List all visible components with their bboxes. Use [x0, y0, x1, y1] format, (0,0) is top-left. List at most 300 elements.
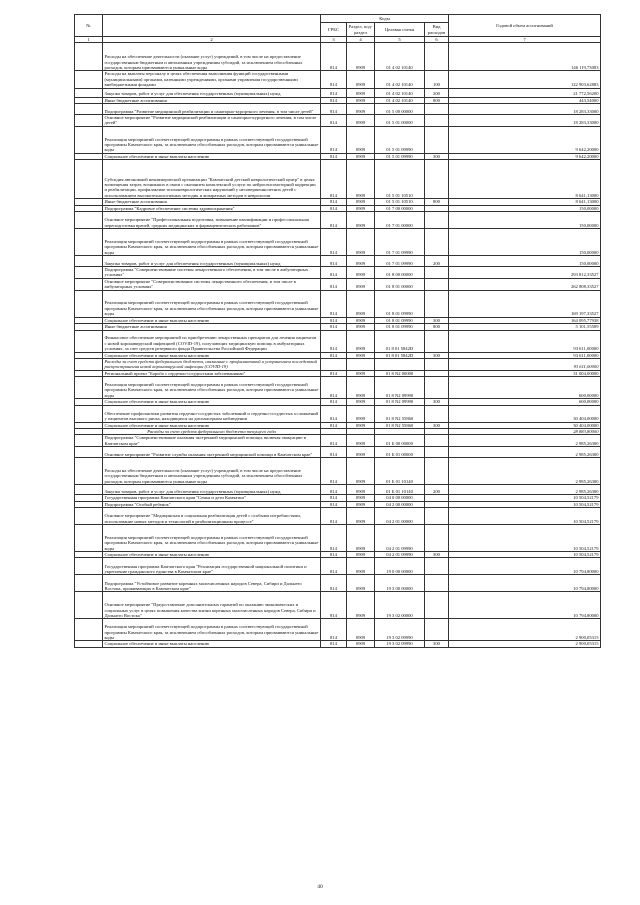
- table-body: [75, 43, 601, 647]
- cell-sum: 2 985,26300: [449, 435, 601, 447]
- cell-grbs: 814: [321, 256, 347, 267]
- budget-table-sheet: [74, 14, 600, 648]
- cell-grbs: 814: [321, 447, 347, 458]
- cell-grbs: [321, 358, 347, 370]
- cell-no: [75, 575, 103, 592]
- cell-name: Расходы на обеспечение деятельности (оказание услуг) учреждений, в том числе на предоставление государственным бюджетным и автономным учреждениям субсидий, за исключением обособленных расходов, которым присваиваются уникальные коды: [103, 458, 321, 485]
- cell-razdel: 0909: [347, 405, 375, 422]
- table-row: [75, 435, 601, 447]
- cell-grbs: 814: [321, 507, 347, 524]
- cell-no: [75, 267, 103, 279]
- cell-no: [75, 435, 103, 447]
- page-number: 40: [317, 884, 323, 890]
- cell-sum: 28 883,80000: [449, 428, 601, 434]
- cell-name: Реализация мероприятий соответствующей подпрограммы в рамках соответствующей государственной программы Камчатского края, за исключением обособленных расходов, которым присваиваются уникальные коды: [103, 290, 321, 317]
- cell-name: Социальное обеспечение и иные выплаты населению: [103, 641, 321, 647]
- cell-grbs: 814: [321, 558, 347, 575]
- cell-grbs: 814: [321, 495, 347, 501]
- cell-no: [75, 126, 103, 153]
- table-row: [75, 524, 601, 551]
- cell-grbs: 814: [321, 115, 347, 127]
- cell-vr: [425, 126, 449, 153]
- cell-sum: 8 641,13000: [449, 160, 601, 199]
- cell-no: [75, 212, 103, 229]
- cell-razdel: 0909: [347, 370, 375, 376]
- col-index: 3: [321, 37, 347, 43]
- cell-sum: 8 641,13000: [449, 199, 601, 205]
- cell-name: Реализация мероприятий соответствующей подпрограммы в рамках соответствующей государственной программы Камчатского края, за исключением обособленных расходов, которым присваиваются уникальные коды: [103, 619, 321, 641]
- table-row: [75, 619, 601, 641]
- cell-name: Основное мероприятие "Медицинская и социальная реабилитация детей с особыми потребностями, использование новых методов и технологий в реабилитационном процессе": [103, 507, 321, 524]
- cell-grbs: 814: [321, 422, 347, 428]
- cell-no: [75, 278, 103, 290]
- cell-razdel: 0909: [347, 229, 375, 256]
- cell-vr: 300: [425, 399, 449, 405]
- cell-csr: 01 7 01 00000: [375, 212, 425, 229]
- cell-no: [75, 592, 103, 619]
- cell-sum: 10 794,80000: [449, 558, 601, 575]
- cell-sum: 2 900,05315: [449, 619, 601, 641]
- cell-csr: 19 3 00 00000: [375, 575, 425, 592]
- cell-vr: [425, 229, 449, 256]
- cell-name: Закупка товаров, работ и услуг для обеспечения государственных (муниципальных) нужд: [103, 88, 321, 97]
- cell-csr: 19 3 02 00000: [375, 592, 425, 619]
- col-csr-header: Целевая статья: [375, 23, 425, 37]
- cell-csr: 04 2 01 09990: [375, 524, 425, 551]
- cell-grbs: 814: [321, 199, 347, 205]
- cell-sum: 9 642,20000: [449, 153, 601, 159]
- cell-no: [75, 71, 103, 88]
- cell-grbs: 814: [321, 592, 347, 619]
- cell-csr: 01 5 00 00000: [375, 104, 425, 115]
- cell-name: Субсидия автономной некоммерческой организации "Камчатский детский неврологический центр" в целях возмещения затрат, возникших в связи с оказанием комплексной услуги по нейросенсомоторной коррекции и реабилитации, профилактике психоневрологических нарушений у несовершеннолетних детей с использованием высокотехнологичных методик и аппаратных методов в неврологии: [103, 160, 321, 199]
- cell-grbs: 814: [321, 43, 347, 71]
- cell-razdel: [347, 358, 375, 370]
- cell-razdel: 0909: [347, 435, 375, 447]
- cell-razdel: 0909: [347, 267, 375, 279]
- cell-razdel: 0909: [347, 592, 375, 619]
- cell-csr: 01 8 01 09990: [375, 317, 425, 323]
- cell-csr: 01 4 02 10140: [375, 97, 425, 103]
- cell-name: Основное мероприятие "Предоставление дополнительных гарантий по оказанию экономических и социальных услуг в целях повышения качества жизни коренных малочисленных народов Севера, Сибири и Дальнего Востока": [103, 592, 321, 619]
- cell-csr: 04 0 00 00000: [375, 495, 425, 501]
- cell-name: Социальное обеспечение и иные выплаты населению: [103, 399, 321, 405]
- table-row: [75, 160, 601, 199]
- cell-name: Закупка товаров, работ и услуг для обеспечения государственных (муниципальных) нужд: [103, 256, 321, 267]
- cell-vr: [425, 278, 449, 290]
- cell-razdel: 0909: [347, 352, 375, 358]
- cell-sum: 93 611,00000: [449, 330, 601, 352]
- cell-name: Обеспечение профилактики развития сердечно-сосудистых заболеваний и сердечно-сосудистых осложнений у пациентов высокого риска, находящихся на диспансерном наблюдении: [103, 405, 321, 422]
- cell-vr: 300: [425, 641, 449, 647]
- cell-razdel: 0909: [347, 317, 375, 323]
- cell-name: Подпрограмма "Развитие медицинской реабилитации и санаторно-курортного лечения, в том числе детей": [103, 104, 321, 115]
- cell-csr: 01 Б 01 10140: [375, 485, 425, 495]
- cell-grbs: 814: [321, 153, 347, 159]
- cell-sum: 21 772,56200: [449, 88, 601, 97]
- cell-vr: [425, 104, 449, 115]
- col-index: 7: [449, 37, 601, 43]
- cell-no: [75, 160, 103, 199]
- cell-no: [75, 229, 103, 256]
- cell-no: [75, 485, 103, 495]
- cell-csr: 01 8 01 00000: [375, 278, 425, 290]
- cell-sum: 150,00000: [449, 205, 601, 211]
- cell-name: Подпрограмма "Особый ребенок": [103, 501, 321, 507]
- cell-vr: [425, 619, 449, 641]
- cell-razdel: 0909: [347, 399, 375, 405]
- cell-vr: [425, 524, 449, 551]
- cell-grbs: 814: [321, 524, 347, 551]
- cell-grbs: 814: [321, 126, 347, 153]
- table-row: [75, 377, 601, 399]
- cell-razdel: 0909: [347, 324, 375, 330]
- cell-csr: 19 3 02 09990: [375, 641, 425, 647]
- table-row: [75, 405, 601, 422]
- col-name-header: [103, 15, 321, 37]
- cell-csr: 01 7 01 09990: [375, 256, 425, 267]
- cell-grbs: 814: [321, 229, 347, 256]
- cell-grbs: 814: [321, 399, 347, 405]
- col-index: 2: [103, 37, 321, 43]
- cell-vr: [425, 507, 449, 524]
- cell-grbs: 814: [321, 212, 347, 229]
- cell-razdel: 0909: [347, 495, 375, 501]
- cell-sum: 10 504,52179: [449, 551, 601, 557]
- cell-csr: 01 8 01 5842D: [375, 330, 425, 352]
- cell-razdel: 0909: [347, 290, 375, 317]
- cell-sum: 600,00000: [449, 399, 601, 405]
- cell-grbs: 814: [321, 405, 347, 422]
- cell-sum: 5 101,55589: [449, 324, 601, 330]
- cell-csr: 01 8 01 09990: [375, 290, 425, 317]
- cell-razdel: 0909: [347, 524, 375, 551]
- cell-csr: 04 2 01 09990: [375, 551, 425, 557]
- cell-csr: 01 5 01 09990: [375, 153, 425, 159]
- cell-csr: 01 4 02 10140: [375, 43, 425, 71]
- table-row: [75, 126, 601, 153]
- table-row: [75, 115, 601, 127]
- cell-razdel: 0909: [347, 447, 375, 458]
- cell-sum: 443,54000: [449, 97, 601, 103]
- cell-razdel: 0909: [347, 575, 375, 592]
- table-row: [75, 358, 601, 370]
- cell-grbs: 814: [321, 324, 347, 330]
- table-row: [75, 458, 601, 485]
- cell-csr: 01 Б 01 00000: [375, 447, 425, 458]
- cell-grbs: 814: [321, 205, 347, 211]
- cell-no: [75, 330, 103, 352]
- cell-sum: 10 504,52179: [449, 501, 601, 507]
- cell-csr: 01 4 02 10140: [375, 71, 425, 88]
- cell-razdel: 0909: [347, 212, 375, 229]
- cell-sum: 150,00000: [449, 229, 601, 256]
- cell-csr: 01 7 00 00000: [375, 205, 425, 211]
- cell-name: Основное мероприятие "Развитие медицинской реабилитации и санаторно-курортного лечения, в том числе детей": [103, 115, 321, 127]
- cell-csr: 04 2 00 00000: [375, 501, 425, 507]
- cell-vr: 100: [425, 71, 449, 88]
- cell-razdel: 0909: [347, 501, 375, 507]
- col-index: 6: [425, 37, 449, 43]
- cell-sum: 150,00000: [449, 256, 601, 267]
- cell-grbs: 814: [321, 71, 347, 88]
- table-row: [75, 485, 601, 495]
- cell-grbs: 814: [321, 619, 347, 641]
- cell-grbs: 814: [321, 88, 347, 97]
- cell-grbs: 814: [321, 352, 347, 358]
- col-vr-header: Вид расходов: [425, 23, 449, 37]
- cell-no: [75, 447, 103, 458]
- cell-vr: 300: [425, 352, 449, 358]
- cell-name: Реализация мероприятий соответствующей подпрограммы в рамках соответствующей государственной программы Камчатского края, за исключением обособленных расходов, которым присваиваются уникальные коды: [103, 229, 321, 256]
- table-row: [75, 43, 601, 71]
- cell-no: [75, 458, 103, 485]
- cell-csr: 01 8 N2 00000: [375, 370, 425, 376]
- cell-sum: 2 985,26300: [449, 458, 601, 485]
- cell-vr: 300: [425, 422, 449, 428]
- cell-no: [75, 507, 103, 524]
- table-row: [75, 88, 601, 97]
- cell-no: [75, 641, 103, 647]
- cell-grbs: 814: [321, 267, 347, 279]
- cell-grbs: 814: [321, 458, 347, 485]
- cell-vr: [425, 290, 449, 317]
- cell-grbs: 814: [321, 317, 347, 323]
- cell-razdel: 0909: [347, 104, 375, 115]
- col-razdel-header: Раздел, под-раздел: [347, 23, 375, 37]
- cell-grbs: 814: [321, 104, 347, 115]
- cell-no: [75, 619, 103, 641]
- cell-vr: 200: [425, 256, 449, 267]
- cell-vr: 200: [425, 485, 449, 495]
- cell-csr: 01 8 01 09990: [375, 324, 425, 330]
- table-row: [75, 278, 601, 290]
- cell-no: [75, 358, 103, 370]
- cell-csr: 01 8 N2 55860: [375, 405, 425, 422]
- cell-name: Основное мероприятие "Развитие службы оказания экстренной медицинской помощи в Камчатском крае": [103, 447, 321, 458]
- cell-csr: 01 8 N2 09990: [375, 377, 425, 399]
- cell-name: Государственная программа Камчатского края "Реализация государственной национальной политики и укрепление гражданского единства в Камчатском крае": [103, 558, 321, 575]
- cell-razdel: 0909: [347, 126, 375, 153]
- cell-razdel: 0909: [347, 485, 375, 495]
- table-row: [75, 212, 601, 229]
- cell-csr: 04 2 01 00000: [375, 507, 425, 524]
- cell-vr: [425, 160, 449, 199]
- cell-no: [75, 256, 103, 267]
- cell-sum: 164 095,77938: [449, 317, 601, 323]
- table-row: [75, 267, 601, 279]
- cell-name: Социальное обеспечение и иные выплаты населению: [103, 153, 321, 159]
- cell-no: [75, 88, 103, 97]
- cell-vr: [425, 115, 449, 127]
- cell-sum: 150,00000: [449, 212, 601, 229]
- cell-razdel: 0909: [347, 88, 375, 97]
- cell-razdel: 0909: [347, 377, 375, 399]
- cell-vr: [425, 435, 449, 447]
- cell-sum: 600,00000: [449, 377, 601, 399]
- cell-sum: 169 197,33527: [449, 290, 601, 317]
- cell-csr: 01 Б 01 10140: [375, 458, 425, 485]
- cell-grbs: 814: [321, 97, 347, 103]
- cell-grbs: 814: [321, 370, 347, 376]
- cell-csr: 01 8 00 00000: [375, 267, 425, 279]
- cell-sum: 2 900,05315: [449, 641, 601, 647]
- cell-razdel: 0909: [347, 205, 375, 211]
- cell-vr: 800: [425, 324, 449, 330]
- budget-table: [74, 14, 601, 648]
- col-sum-header: Годовой объем ассигнований: [449, 15, 601, 37]
- table-row: [75, 447, 601, 458]
- cell-name: Подпрограмма "Совершенствование оказания экстренной медицинской помощи, включая эвакуацию в Камчатском крае": [103, 435, 321, 447]
- cell-name: Подпрограмма "Кадровое обеспечение системы здравоохранения": [103, 205, 321, 211]
- cell-name: Закупка товаров, работ и услуг для обеспечения государственных (муниципальных) нужд: [103, 485, 321, 495]
- cell-csr: 01 8 01 5842D: [375, 352, 425, 358]
- cell-name: Подпрограмма "Устойчивое развитие коренных малочисленных народов Севера, Сибири и Дальнего Востока, проживающих в Камчатском крае": [103, 575, 321, 592]
- table-row: [75, 256, 601, 267]
- cell-name: Основное мероприятие "Профессиональная подготовка, повышение квалификации и профессиональная переподготовка врачей, средних медицинских и фармацевтических работников": [103, 212, 321, 229]
- cell-razdel: 0909: [347, 97, 375, 103]
- cell-razdel: 0909: [347, 458, 375, 485]
- cell-vr: [425, 558, 449, 575]
- cell-sum: 262 808,33527: [449, 278, 601, 290]
- cell-csr: 19 3 02 09990: [375, 619, 425, 641]
- cell-sum: 122 903,62883: [449, 71, 601, 88]
- cell-vr: [425, 447, 449, 458]
- col-no-header: №: [75, 15, 103, 37]
- table-row: [75, 558, 601, 575]
- cell-no: [75, 290, 103, 317]
- codes-group-header: Коды: [321, 15, 449, 23]
- cell-razdel: 0909: [347, 551, 375, 557]
- cell-sum: 293 812,33527: [449, 267, 601, 279]
- cell-razdel: 0909: [347, 115, 375, 127]
- cell-name: Реализация мероприятий соответствующей подпрограммы в рамках соответствующей государственной программы Камчатского края, за исключением обособленных расходов, которым присваиваются уникальные коды: [103, 126, 321, 153]
- cell-grbs: 814: [321, 290, 347, 317]
- table-row: [75, 575, 601, 592]
- cell-name: Основное мероприятие "Совершенствование системы лекарственного обеспечения, в том числе в амбулаторных условиях": [103, 278, 321, 290]
- cell-name: Подпрограмма "Совершенствование системы лекарственного обеспечения, в том числе в амбулаторных условиях": [103, 267, 321, 279]
- cell-razdel: 0909: [347, 160, 375, 199]
- cell-grbs: 814: [321, 641, 347, 647]
- cell-sum: 2 985,26300: [449, 447, 601, 458]
- cell-sum: 146 119,73083: [449, 43, 601, 71]
- cell-sum: 30 404,00000: [449, 405, 601, 422]
- cell-grbs: 814: [321, 435, 347, 447]
- cell-name: Финансовое обеспечение мероприятий по приобретению лекарственных препаратов для лечения пациентов с новой коронавирусной инфекцией (COVID-19), получающих медицинскую помощь в амбулаторных условиях, за счет средств резервного фонда Правительства Российской Федерации: [103, 330, 321, 352]
- cell-grbs: 814: [321, 575, 347, 592]
- cell-name: Социальное обеспечение и иные выплаты населению: [103, 317, 321, 323]
- cell-grbs: 814: [321, 551, 347, 557]
- table-row: [75, 592, 601, 619]
- cell-grbs: 814: [321, 501, 347, 507]
- cell-vr: [425, 43, 449, 71]
- col-grbs-header: ГРБС: [321, 23, 347, 37]
- cell-name: Государственная программа Камчатского края "Семья и дети Камчатки": [103, 495, 321, 501]
- cell-razdel: 0909: [347, 641, 375, 647]
- cell-name: Расходы за счет средств федерального бюджета, связанные с профилактикой и устранением последствий распространения новой коронавирусной инфекции (COVID-19): [103, 358, 321, 370]
- cell-vr: [425, 458, 449, 485]
- cell-sum: 2 985,26300: [449, 485, 601, 495]
- cell-sum: 10 794,80000: [449, 592, 601, 619]
- cell-razdel: 0909: [347, 558, 375, 575]
- cell-grbs: 814: [321, 485, 347, 495]
- cell-sum: 10 504,52179: [449, 495, 601, 501]
- cell-razdel: 0909: [347, 507, 375, 524]
- cell-name: Иные бюджетные ассигнования: [103, 324, 321, 330]
- cell-no: [75, 104, 103, 115]
- cell-csr: [375, 358, 425, 370]
- cell-no: [75, 405, 103, 422]
- cell-vr: [425, 575, 449, 592]
- cell-no: [75, 377, 103, 399]
- cell-no: [75, 558, 103, 575]
- cell-no: [75, 43, 103, 71]
- cell-vr: 300: [425, 317, 449, 323]
- cell-csr: 01 5 01 00000: [375, 115, 425, 127]
- cell-sum: 10 794,80000: [449, 575, 601, 592]
- cell-csr: 01 5 01 09990: [375, 126, 425, 153]
- cell-vr: [425, 212, 449, 229]
- table-row: [75, 229, 601, 256]
- cell-grbs: 814: [321, 278, 347, 290]
- table-row: [75, 71, 601, 88]
- cell-name: Социальное обеспечение и иные выплаты населению: [103, 551, 321, 557]
- cell-vr: [425, 405, 449, 422]
- cell-razdel: 0909: [347, 153, 375, 159]
- cell-csr: 01 5 01 10510: [375, 160, 425, 199]
- cell-no: [75, 524, 103, 551]
- cell-name: Иные бюджетные ассигнования: [103, 97, 321, 103]
- col-index: 5: [375, 37, 425, 43]
- cell-csr: 19 0 00 00000: [375, 558, 425, 575]
- table-row: [75, 330, 601, 352]
- cell-name: Реализация мероприятий соответствующей подпрограммы в рамках соответствующей государственной программы Камчатского края, за исключением обособленных расходов, которым присваиваются уникальные коды: [103, 377, 321, 399]
- cell-vr: [425, 330, 449, 352]
- cell-grbs: 814: [321, 377, 347, 399]
- cell-vr: 800: [425, 97, 449, 103]
- table-row: [75, 290, 601, 317]
- cell-sum: 10 504,52179: [449, 524, 601, 551]
- cell-razdel: 0909: [347, 199, 375, 205]
- col-index: 4: [347, 37, 375, 43]
- cell-sum: 93 611,00000: [449, 358, 601, 370]
- cell-sum: 18 283,33000: [449, 104, 601, 115]
- cell-vr: 200: [425, 88, 449, 97]
- cell-razdel: 0909: [347, 619, 375, 641]
- cell-vr: [425, 267, 449, 279]
- table-row: [75, 104, 601, 115]
- cell-csr: 01 4 02 10140: [375, 88, 425, 97]
- cell-name: Социальное обеспечение и иные выплаты населению: [103, 352, 321, 358]
- cell-vr: 800: [425, 199, 449, 205]
- cell-name: Расходы на обеспечение деятельности (оказание услуг) учреждений, в том числе на предоставление государственным бюджетным и автономным учреждениям субсидий, за исключением обособленных расходов, которым присваиваются уникальные коды: [103, 43, 321, 71]
- cell-razdel: 0909: [347, 278, 375, 290]
- cell-name: Иные бюджетные ассигнования: [103, 199, 321, 205]
- cell-razdel: 0909: [347, 330, 375, 352]
- cell-csr: 01 8 N2 55860: [375, 422, 425, 428]
- cell-razdel: 0909: [347, 256, 375, 267]
- cell-sum: 93 611,00000: [449, 352, 601, 358]
- cell-razdel: 0909: [347, 43, 375, 71]
- cell-csr: 01 7 01 09990: [375, 229, 425, 256]
- cell-sum: 31 004,00000: [449, 370, 601, 376]
- cell-sum: 9 642,20000: [449, 126, 601, 153]
- cell-name: Региональный проект "Борьба с сердечно-сосудистыми заболеваниями": [103, 370, 321, 376]
- cell-razdel: 0909: [347, 422, 375, 428]
- cell-csr: 01 Б 00 00000: [375, 435, 425, 447]
- cell-name: Расходы на выплаты персоналу в целях обеспечения выполнения функций государственными (муниципальными) органами, казенными учреждениями, органами управления государственными внебюджетными фондами: [103, 71, 321, 88]
- cell-no: [75, 115, 103, 127]
